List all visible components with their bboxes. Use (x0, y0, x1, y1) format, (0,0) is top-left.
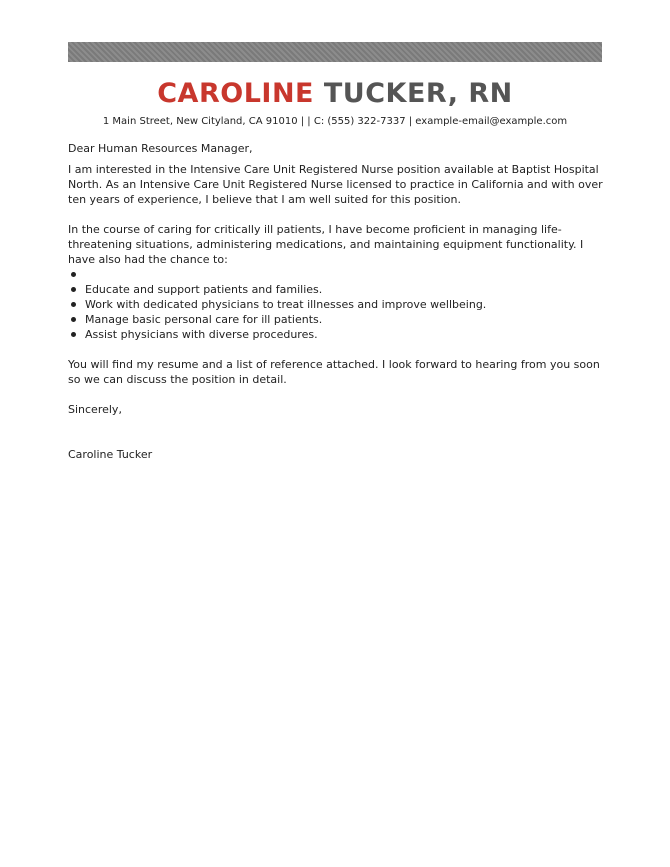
bullet-icon (71, 272, 76, 277)
list-item-text: Assist physicians with diverse procedures. (85, 328, 318, 341)
list-item-text: Manage basic personal care for ill patients. (85, 313, 323, 326)
paragraph-skills: In the course of caring for critically ill patients, I have become proficient in managing life-threatening situations, administering medications, and maintaining equipment functionality. I have also had the chance to: (68, 223, 584, 266)
salutation: Dear Human Resources Manager, (68, 142, 253, 155)
list-item-text: Educate and support patients and families. (85, 283, 323, 296)
contact-line: 1 Main Street, New Cityland, CA 91010 | | C: (555) 322-7337 | example-email@example.com (102, 116, 568, 127)
name-first: CAROLINE (157, 78, 314, 109)
list-item (68, 312, 608, 327)
bullet-icon (71, 302, 76, 307)
paragraph-closing: You will find my resume and a list of reference attached. I look forward to hearing from you soon so we can discuss the position in detail. (68, 358, 600, 386)
bullet-list (68, 267, 608, 342)
list-item-text: Work with dedicated physicians to treat illnesses and improve wellbeing. (85, 298, 487, 311)
letter-body (68, 141, 608, 462)
list-item (68, 327, 608, 342)
bullet-icon (71, 317, 76, 322)
header-bar (68, 42, 602, 62)
list-item (68, 282, 608, 297)
paragraph-intro: I am interested in the Intensive Care Unit Registered Nurse position available at Baptist Hospital North. As an Intensive Care Unit Registered Nurse licensed to practice in California and with over ten years of experience, I believe that I am well suited for this position. (68, 163, 603, 206)
bullet-icon (71, 332, 76, 337)
list-item (68, 297, 608, 312)
bullet-icon (71, 287, 76, 292)
applicant-name (0, 78, 670, 109)
name-rest: TUCKER, RN (323, 78, 513, 109)
signature: Caroline Tucker (68, 448, 153, 461)
list-item (68, 267, 608, 282)
closing: Sincerely, (68, 403, 122, 416)
